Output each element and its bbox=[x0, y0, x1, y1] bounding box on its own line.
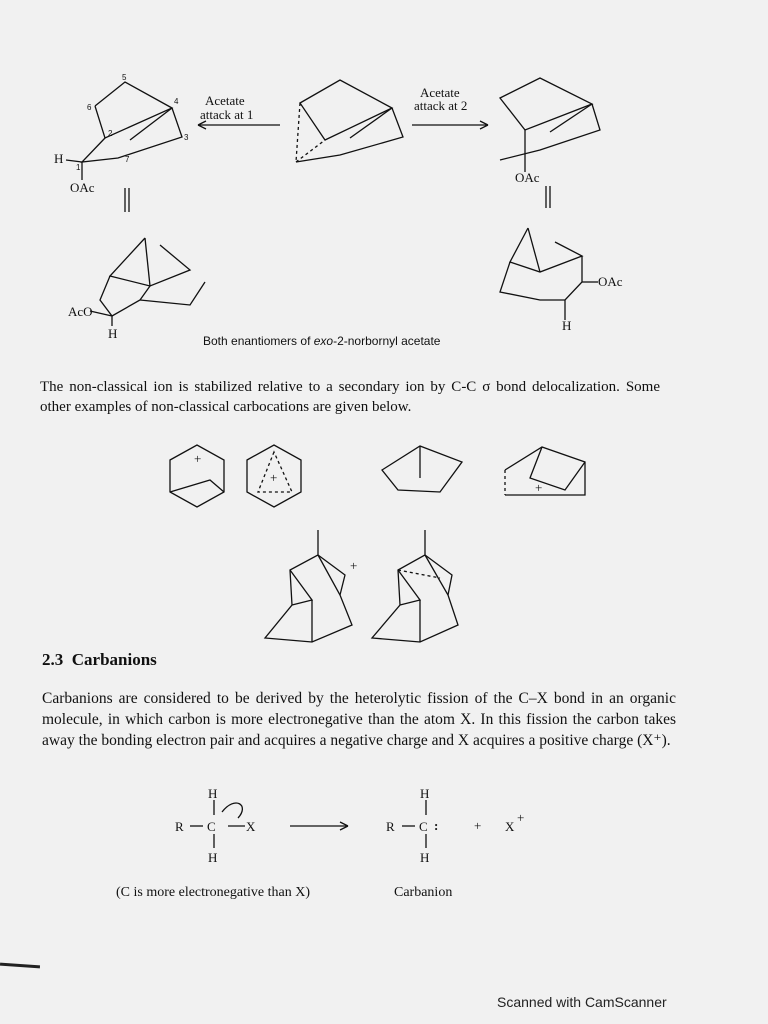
eq-h-top-right: H bbox=[420, 786, 430, 801]
norbornyl-structure-left bbox=[66, 82, 182, 180]
plus-charge-1: + bbox=[194, 451, 202, 466]
eq-r-right: R bbox=[386, 819, 395, 834]
eq-h-bottom-left: H bbox=[208, 850, 218, 865]
arrow-right bbox=[412, 121, 488, 129]
oac-label-right: OAc bbox=[515, 170, 540, 185]
nonclassical-example-4 bbox=[505, 447, 585, 495]
eq-x-plus: X bbox=[505, 819, 515, 834]
eq-c-right: C bbox=[419, 819, 428, 834]
eq-c-left: C bbox=[207, 819, 216, 834]
eq-x-left: X bbox=[246, 819, 256, 834]
aco-label: AcO bbox=[68, 304, 93, 319]
nonclassical-example-3 bbox=[382, 446, 462, 492]
eq-h-top-left: H bbox=[208, 786, 218, 801]
oac-label-bottom: OAc bbox=[598, 274, 623, 289]
scheme-caption: Both enantiomers of exo-2-norbornyl acetate bbox=[203, 334, 441, 348]
atom-number-1: 1 bbox=[76, 163, 81, 172]
norbornyl-cation-center bbox=[296, 80, 403, 162]
adamantyl-cation-2 bbox=[372, 530, 458, 642]
oac-label-left: OAc bbox=[70, 180, 95, 195]
atom-number-7: 7 bbox=[125, 155, 130, 164]
h-label-bottom-left: H bbox=[108, 326, 118, 341]
norbornyl-structure-right bbox=[500, 78, 600, 172]
eq-plus: + bbox=[474, 818, 482, 833]
paragraph-carbanions: Carbanions are considered to be derived by the heterolytic fission of the C–X bond in an organic molecule, in which carbon is more electronegative than the atom X. In this fission the carbon takes away the bonding electron pair and acquires a negative charge and X acquires a positive charge (X⁺). bbox=[42, 690, 676, 749]
camscanner-footer: Scanned with CamScanner bbox=[497, 994, 667, 1010]
adamantyl-cation-1 bbox=[265, 530, 352, 642]
atom-number-6: 6 bbox=[87, 103, 92, 112]
left-arrow-label-1: Acetate bbox=[205, 93, 245, 108]
eq-h-bottom-right: H bbox=[420, 850, 430, 865]
eq-x-plus-sup: + bbox=[517, 810, 525, 825]
equation-caption-left: (C is more electronegative than X) bbox=[116, 885, 310, 900]
section-heading: 2.3 Carbanions bbox=[42, 650, 157, 669]
exo-norbornyl-acetate-left bbox=[90, 238, 205, 326]
atom-number-4: 4 bbox=[174, 97, 179, 106]
h-label-bottom-right: H bbox=[562, 318, 572, 333]
atom-number-3: 3 bbox=[184, 133, 189, 142]
right-arrow-label-2: attack at 2 bbox=[414, 98, 468, 113]
equation-caption-right: Carbanion bbox=[394, 885, 453, 900]
arrow-left bbox=[198, 121, 280, 129]
paragraph-nonclassical: The non-classical ion is stabilized relative to a secondary ion by C-C σ bond delocalization. Some other examples of non-classical carbocations are given below. bbox=[40, 379, 660, 415]
exo-norbornyl-acetate-right bbox=[500, 228, 598, 320]
right-arrow-label-1: Acetate bbox=[420, 85, 460, 100]
plus-charge-4: + bbox=[350, 558, 358, 573]
plus-charge-3: + bbox=[535, 480, 543, 495]
atom-number-2: 2 bbox=[108, 129, 113, 138]
eq-r-left: R bbox=[175, 819, 184, 834]
h-label-left: H bbox=[54, 151, 64, 166]
atom-number-5: 5 bbox=[122, 73, 127, 82]
lone-pair-dots: : bbox=[434, 818, 439, 833]
left-arrow-label-2: attack at 1 bbox=[200, 107, 254, 122]
plus-charge-2: + bbox=[270, 470, 278, 485]
